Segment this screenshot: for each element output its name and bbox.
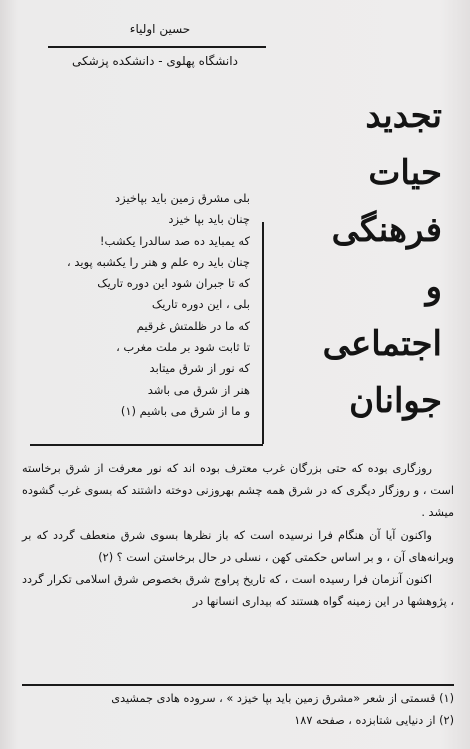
poem bbox=[38, 188, 250, 422]
footnote-rule bbox=[22, 684, 454, 686]
author-name: حسین اولیاء bbox=[129, 22, 191, 36]
title-line: تجدید bbox=[365, 96, 442, 136]
poem-line: بلی ، این دوره تاریک bbox=[151, 297, 250, 312]
poem-line: و ما از شرق می باشیم (۱) bbox=[120, 403, 250, 418]
poem-divider-horizontal bbox=[30, 444, 263, 446]
title-line: فرهنگی bbox=[331, 210, 442, 250]
body-paragraph: اکنون آنزمان فرا رسیده است ، که تاریخ پراوج شرق بخصوص شرق اسلامی تکرار گردد ، پژوهشها در این زمینه گواه هستند که بیداری انسانها در bbox=[22, 573, 454, 609]
affiliation: دانشگاه پهلوی - دانشکده پزشکی bbox=[72, 54, 238, 68]
poem-line: چنان باید بپا خیزد bbox=[168, 212, 250, 227]
footnote: (۱) قسمتی از شعر «مشرق زمین باید بپا خیزد » ، سروده هادی جمشیدی bbox=[111, 692, 454, 705]
footnote: (۲) از دنیایی شتابزده ، صفحه ۱۸۷ bbox=[294, 714, 454, 727]
bleed-through-text: ​ bbox=[358, 95, 360, 121]
footnotes bbox=[22, 688, 454, 732]
body-paragraph: واکنون آیا آن هنگام فرا نرسیده است که باز نظرها بسوی شرق منعطف گردد که بر ویرانه‌های آن ، و بر اساس حکمتی کهن ، نسلی در حال برخاستن است ؟ (۲) bbox=[22, 528, 454, 564]
header-rule bbox=[48, 46, 266, 48]
title-line: جوانان bbox=[349, 381, 442, 421]
body-paragraph: روزگاری بوده که حتی بزرگان غرب معترف بوده اند که نور معرفت از شرق برخاسته است ، و روزگار دیگری که در شرق همه چشم بهروزنی دوخته داشتند که بسوی غرب گشوده میشد . bbox=[22, 462, 454, 520]
poem-line: که یمباید ده صد سالدرا یکشب! bbox=[99, 233, 250, 248]
poem-line: چنان باید ره علم و هنر را یکشبه پوید ، bbox=[67, 254, 250, 269]
poem-line: هنر از شرق می باشد bbox=[147, 382, 250, 397]
poem-line: که نور از شرق میتابد bbox=[149, 361, 250, 376]
title-line: حیات bbox=[368, 153, 442, 193]
body-text bbox=[22, 458, 454, 613]
article-title bbox=[292, 88, 442, 430]
poem-line: بلی مشرق زمین باید بپاخیزد bbox=[114, 191, 250, 205]
poem-line: تا ثابت شود بر ملت مغرب ، bbox=[116, 340, 250, 355]
title-line: اجتماعی bbox=[322, 324, 442, 364]
poem-line: که تا جبران شود این دوره تاریک bbox=[97, 276, 250, 291]
poem-divider-vertical bbox=[262, 222, 264, 444]
poem-line: که ما در ظلمتش غرقیم bbox=[136, 318, 250, 333]
title-line: و bbox=[425, 267, 442, 307]
